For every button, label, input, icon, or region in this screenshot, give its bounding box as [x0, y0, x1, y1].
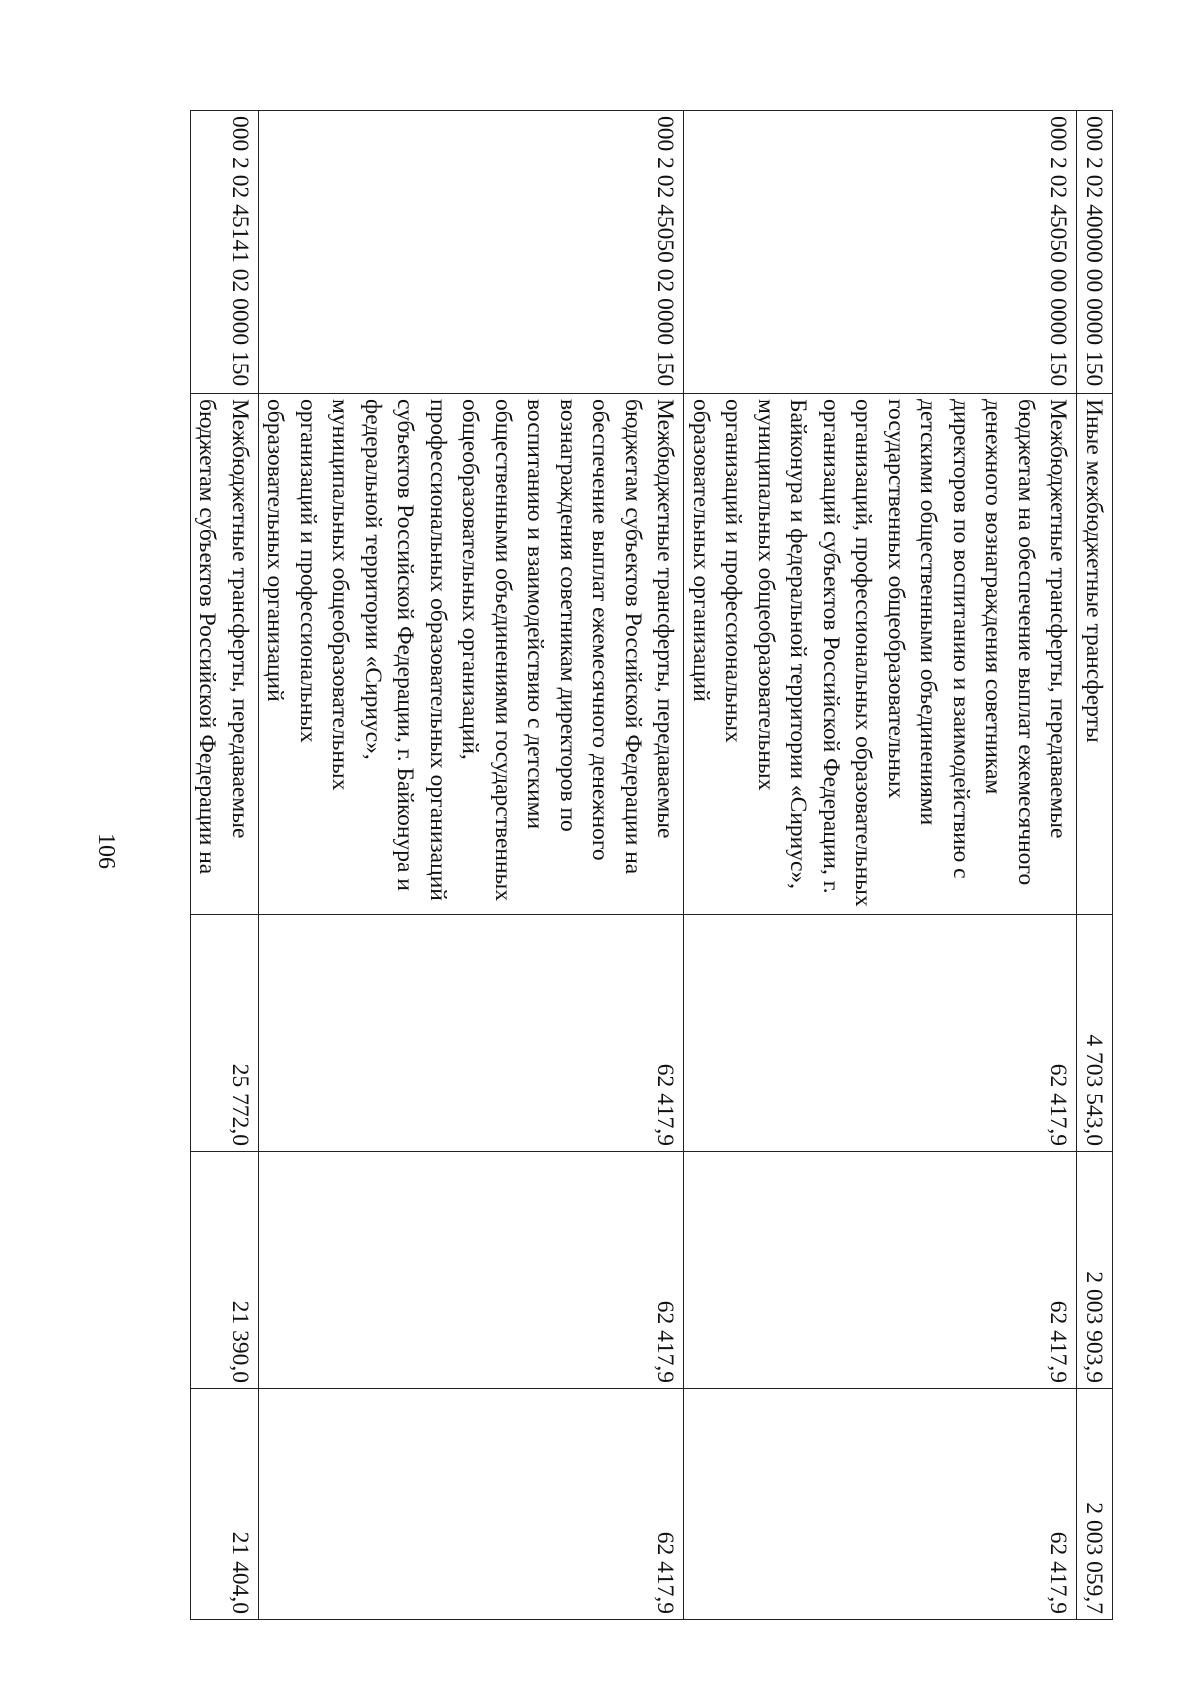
table-row [684, 111, 1077, 1620]
amount-cell: 62 417,9 [684, 1152, 1077, 1389]
amount-cell: 2 003 903,9 [1077, 1152, 1113, 1389]
item-name-cell: Межбюджетные трансферты, передаваемые бюджетам на обеспечение выплат ежемесячного денежного вознаграждения советникам директоров по воспитанию и взаимодействию с детскими общественными объединениями государственных общеобразовательных организаций, профессиональных образовательных организаций субъектов Российской Федерации, г. Байконура и федеральной территории «Сириус», муниципальных общеобразовательных организаций и профессиональных образовательных организаций [684, 394, 1077, 915]
item-name-cell: Межбюджетные трансферты, передаваемые бюджетам субъектов Российской Федерации на обеспечение выплат ежемесячного денежного вознаграждения советникам директоров по воспитанию и взаимодействию с детскими общественными объединениями государственных общеобразовательных организаций, профессиональных образовательных организаций субъектов Российской Федерации, г. Байконура и федеральной территории «Сириус», муниципальных общеобразовательных организаций и профессиональных образовательных организаций [259, 394, 685, 915]
amount-cell: 21 404,0 [191, 1389, 259, 1620]
amount-cell: 62 417,9 [259, 1389, 685, 1620]
budget-code-cell: 000 2 02 45141 02 0000 150 [191, 111, 259, 394]
amount-cell: 62 417,9 [684, 915, 1077, 1152]
amount-cell: 4 703 543,0 [1077, 915, 1113, 1152]
amount-cell: 62 417,9 [259, 1152, 685, 1389]
table-row [259, 111, 685, 1620]
amount-cell: 25 772,0 [191, 915, 259, 1152]
item-name-cell: Иные межбюджетные трансферты [1077, 394, 1113, 915]
budget-code-cell: 000 2 02 40000 00 0000 150 [1077, 111, 1113, 394]
amount-cell: 62 417,9 [259, 915, 685, 1152]
table-row [191, 111, 259, 1620]
page-number: 106 [93, 833, 119, 869]
amount-cell: 2 003 059,7 [1077, 1389, 1113, 1620]
budget-table [190, 110, 1113, 1620]
budget-code-cell: 000 2 02 45050 00 0000 150 [684, 111, 1077, 394]
table-row [1077, 111, 1113, 1620]
rotated-page-content [194, 110, 1113, 1619]
amount-cell: 21 390,0 [191, 1152, 259, 1389]
item-name-cell: Межбюджетные трансферты, передаваемые бюджетам субъектов Российской Федерации на [191, 394, 259, 915]
amount-cell: 62 417,9 [684, 1389, 1077, 1620]
budget-code-cell: 000 2 02 45050 02 0000 150 [259, 111, 685, 394]
